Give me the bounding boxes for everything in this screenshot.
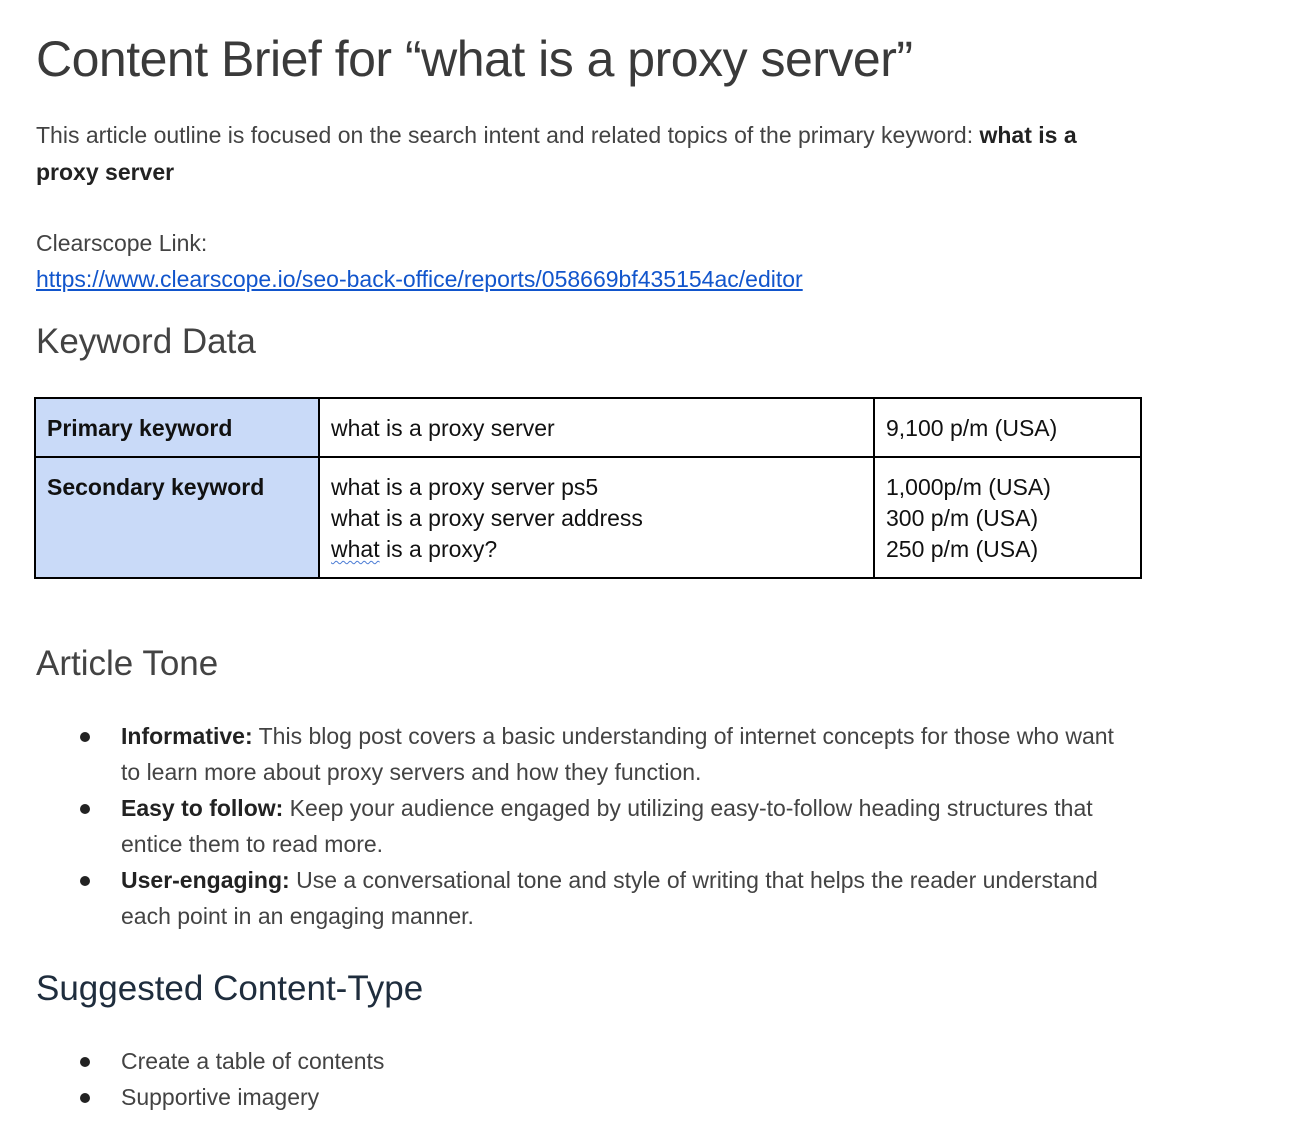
intro-paragraph <box>36 117 1141 191</box>
document-title: Content Brief for “what is a proxy server” <box>36 31 913 87</box>
article-tone-heading: Article Tone <box>36 644 219 683</box>
list-item <box>76 790 1136 862</box>
tone-item-label: User-engaging: <box>121 867 290 893</box>
intro-text: This article outline is focused on the search intent and related topics of the primary keyword: <box>36 122 980 148</box>
bullet-icon <box>80 732 90 742</box>
keyword-data-heading: Keyword Data <box>36 322 256 361</box>
table-row <box>35 457 1141 578</box>
primary-volume-cell <box>874 398 1141 457</box>
secondary-keyword-3 <box>331 534 862 565</box>
primary-volume: 9,100 p/m (USA) <box>886 415 1058 441</box>
clearscope-label: Clearscope Link: <box>36 230 208 256</box>
secondary-volume-1: 1,000p/m (USA) <box>886 474 1051 500</box>
bullet-icon <box>80 1093 90 1103</box>
table-row <box>35 398 1141 457</box>
content-type-item: Create a table of contents <box>121 1048 385 1074</box>
primary-keyword: what is a proxy server <box>331 415 555 441</box>
intro-keyword: what is a proxy server <box>36 122 1077 185</box>
primary-keyword-label: Primary keyword <box>35 398 319 457</box>
secondary-volume-2: 300 p/m (USA) <box>886 505 1039 531</box>
secondary-keyword-2: what is a proxy server address <box>331 505 643 531</box>
tone-item-text: Keep your audience engaged by utilizing easy-to-follow heading structures that entice them to read more. <box>121 795 1093 857</box>
bullet-icon <box>80 876 90 886</box>
secondary-keyword-3-rest: is a proxy? <box>385 536 498 562</box>
tone-item-label: Informative: <box>121 723 253 749</box>
keyword-table <box>34 397 1142 579</box>
secondary-keyword-label: Secondary keyword <box>35 457 319 578</box>
bullet-icon <box>80 1057 90 1067</box>
tone-item-text: Use a conversational tone and style of writing that helps the reader understand each point in an engaging manner. <box>121 867 1098 929</box>
list-item <box>76 1043 776 1079</box>
primary-keyword-cell <box>319 398 874 457</box>
secondary-volume-3: 250 p/m (USA) <box>886 536 1039 562</box>
content-type-heading: Suggested Content-Type <box>36 969 424 1008</box>
content-type-list <box>76 1043 776 1115</box>
secondary-keywords-cell <box>319 457 874 578</box>
content-type-item: Supportive imagery <box>121 1084 320 1110</box>
secondary-keyword-1: what is a proxy server ps5 <box>331 474 599 500</box>
secondary-volumes-cell <box>874 457 1141 578</box>
bullet-icon <box>80 804 90 814</box>
article-tone-list <box>76 718 1136 934</box>
tone-item-text: This blog post covers a basic understanding of internet concepts for those who want to learn more about proxy servers and how they function. <box>121 723 1114 785</box>
spellcheck-underline-word[interactable]: what <box>331 536 380 562</box>
list-item <box>76 862 1136 934</box>
tone-item-label: Easy to follow: <box>121 795 284 821</box>
list-item <box>76 718 1136 790</box>
list-item <box>76 1079 776 1115</box>
clearscope-link[interactable]: https://www.clearscope.io/seo-back-office/reports/058669bf435154ac/editor <box>36 266 803 292</box>
